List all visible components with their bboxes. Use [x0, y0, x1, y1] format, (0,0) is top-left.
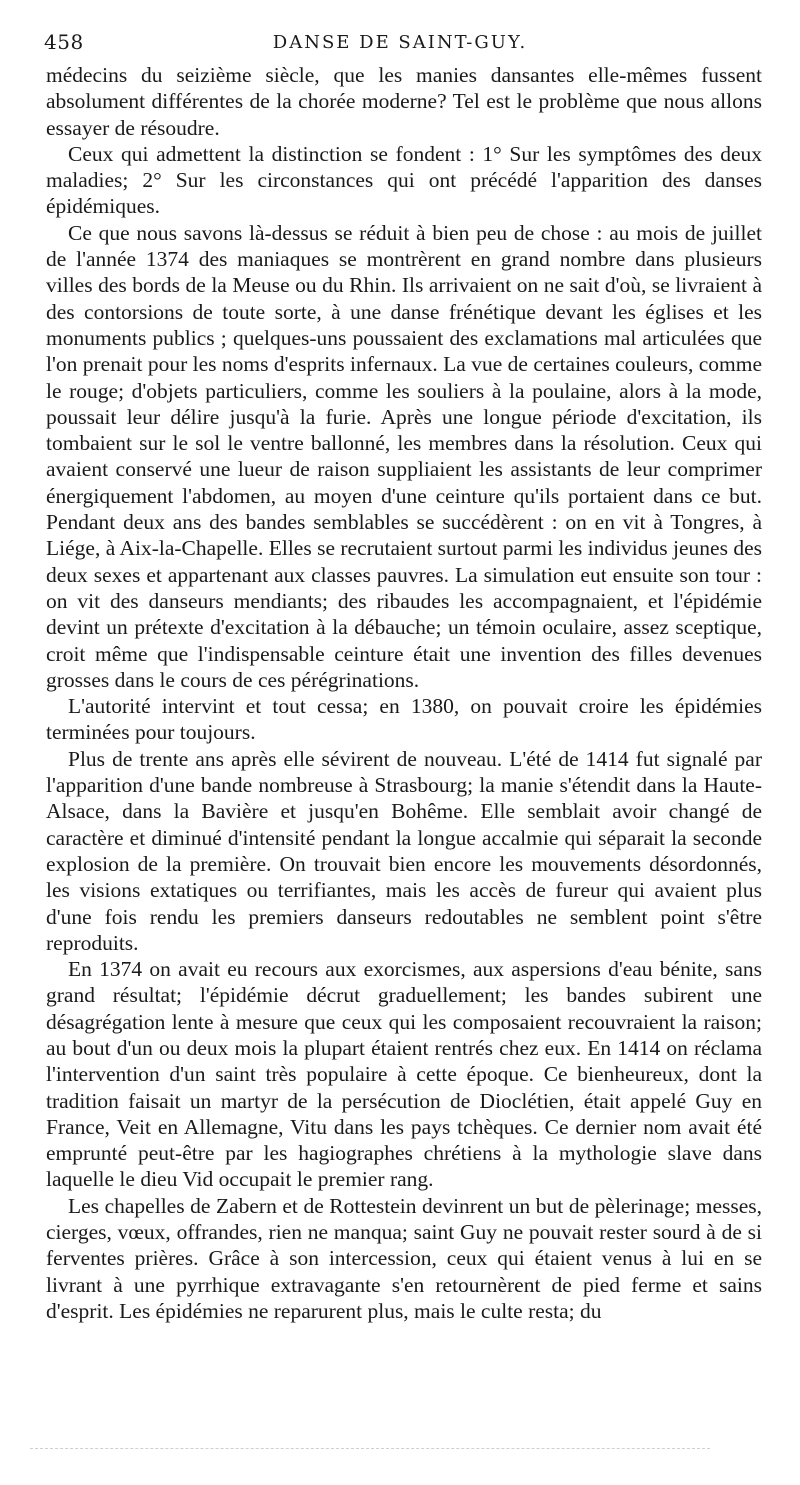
paragraph: Les chapelles de Zabern et de Rottestein devinrent un but de pèlerinage; messes, cierges, vœux, offrandes, rien ne manqua; saint Guy ne pouvait rester sourd à de si ferventes prières. Grâce à son intercession, ceux qui étaient venus à lui en se livrant à une pyrrhique extravagante s'en retournèrent de pied ferme et sains d'esprit. Les épidémies ne reparurent plus, mais le culte resta; du — [46, 1193, 762, 1323]
paragraph: L'autorité intervint et tout cessa; en 1380, on pouvait croire les épidémies terminées pour toujours. — [46, 694, 762, 745]
paragraph: En 1374 on avait eu recours aux exorcismes, aux aspersions d'eau bénite, sans grand résultat; l'épidémie décrut graduellement; les bandes subirent une désagrégation lente à mesure que ceux qui les composaient recouvraient la raison; au bout d'un ou deux mois la plupart étaient rentrés chez eux. En 1414 on réclama l'intervention d'un saint très populaire à cette époque. Ce bienheureux, dont la tradition faisait un martyr de la persécution de Dioclétien, était appelé Guy en France, Veit en Allemagne, Vitu dans les pays tchèques. Ce dernier nom avait été emprunté peut-être par les hagiographes chrétiens à la mythologie slave dans laquelle le dieu Vid occupait le premier rang. — [46, 957, 762, 1192]
body-text — [46, 62, 762, 1324]
scan-bottom-rule — [30, 1448, 710, 1449]
page-number: 458 — [44, 30, 84, 54]
page-header — [40, 30, 760, 60]
paragraph: Ceux qui admettent la distinction se fondent : 1° Sur les symptômes des deux maladies; 2° Sur les circonstances qui ont précédé l'apparition des danses épidémiques. — [46, 141, 762, 219]
paragraph: médecins du seizième siècle, que les manies dansantes elle-mêmes fussent absolument différentes de la chorée moderne? Tel est le problème que nous allons essayer de résoudre. — [46, 63, 762, 140]
paragraph: Plus de trente ans après elle sévirent de nouveau. L'été de 1414 fut signalé par l'apparition d'une bande nombreuse à Strasbourg; la manie s'étendit dans la Haute-Alsace, dans la Bavière et jusqu'en Bohême. Elle semblait avoir changé de caractère et diminué d'intensité pendant la longue accalmie qui séparait la seconde explosion de la première. On trouvait bien encore les mouvements désordonnés, les visions extatiques ou terrifiantes, mais les accès de fureur qui avaient plus d'une fois rendu les premiers danseurs redoutables ne semblent point s'être reproduits. — [46, 746, 762, 955]
running-title: DANSE DE SAINT-GUY. — [272, 32, 528, 53]
paragraph: Ce que nous savons là-dessus se réduit à bien peu de chose : au mois de juillet de l'année 1374 des maniaques se montrèrent en grand nombre dans plusieurs villes des bords de la Meuse ou du Rhin. Ils arrivaient on ne sait d'où, se livraient à des contorsions de toute sorte, à une danse frénétique devant les églises et les monuments publics ; quelques-uns poussaient des exclamations mal articulées que l'on prenait pour les noms d'esprits infernaux. La vue de certaines couleurs, comme le rouge; d'objets particuliers, comme les souliers à la poulaine, alors à la mode, poussait leur délire jusqu'à la furie. Après une longue période d'excitation, ils tombaient sur le sol le ventre ballonné, les membres dans la résolution. Ceux qui avaient conservé une lueur de raison suppliaient les assistants de leur comprimer énergiquement l'abdomen, au moyen d'une ceinture qu'ils portaient dans ce but. Pendant deux ans des bandes semblables se succédèrent : on en vit à Tongres, à Liége, à Aix-la-Chapelle. Elles se recrutaient surtout parmi les individus jeunes des deux sexes et appartenant aux classes pauvres. La simulation eut ensuite son tour : on vit des danseurs mendiants; des ribaudes les accompagnaient, et l'épidémie devint un prétexte d'excitation à la débauche; un témoin oculaire, assez sceptique, croit même que l'indispensable ceinture était une invention des filles devenues grosses dans le cours de ces pérégrinations. — [46, 220, 762, 692]
